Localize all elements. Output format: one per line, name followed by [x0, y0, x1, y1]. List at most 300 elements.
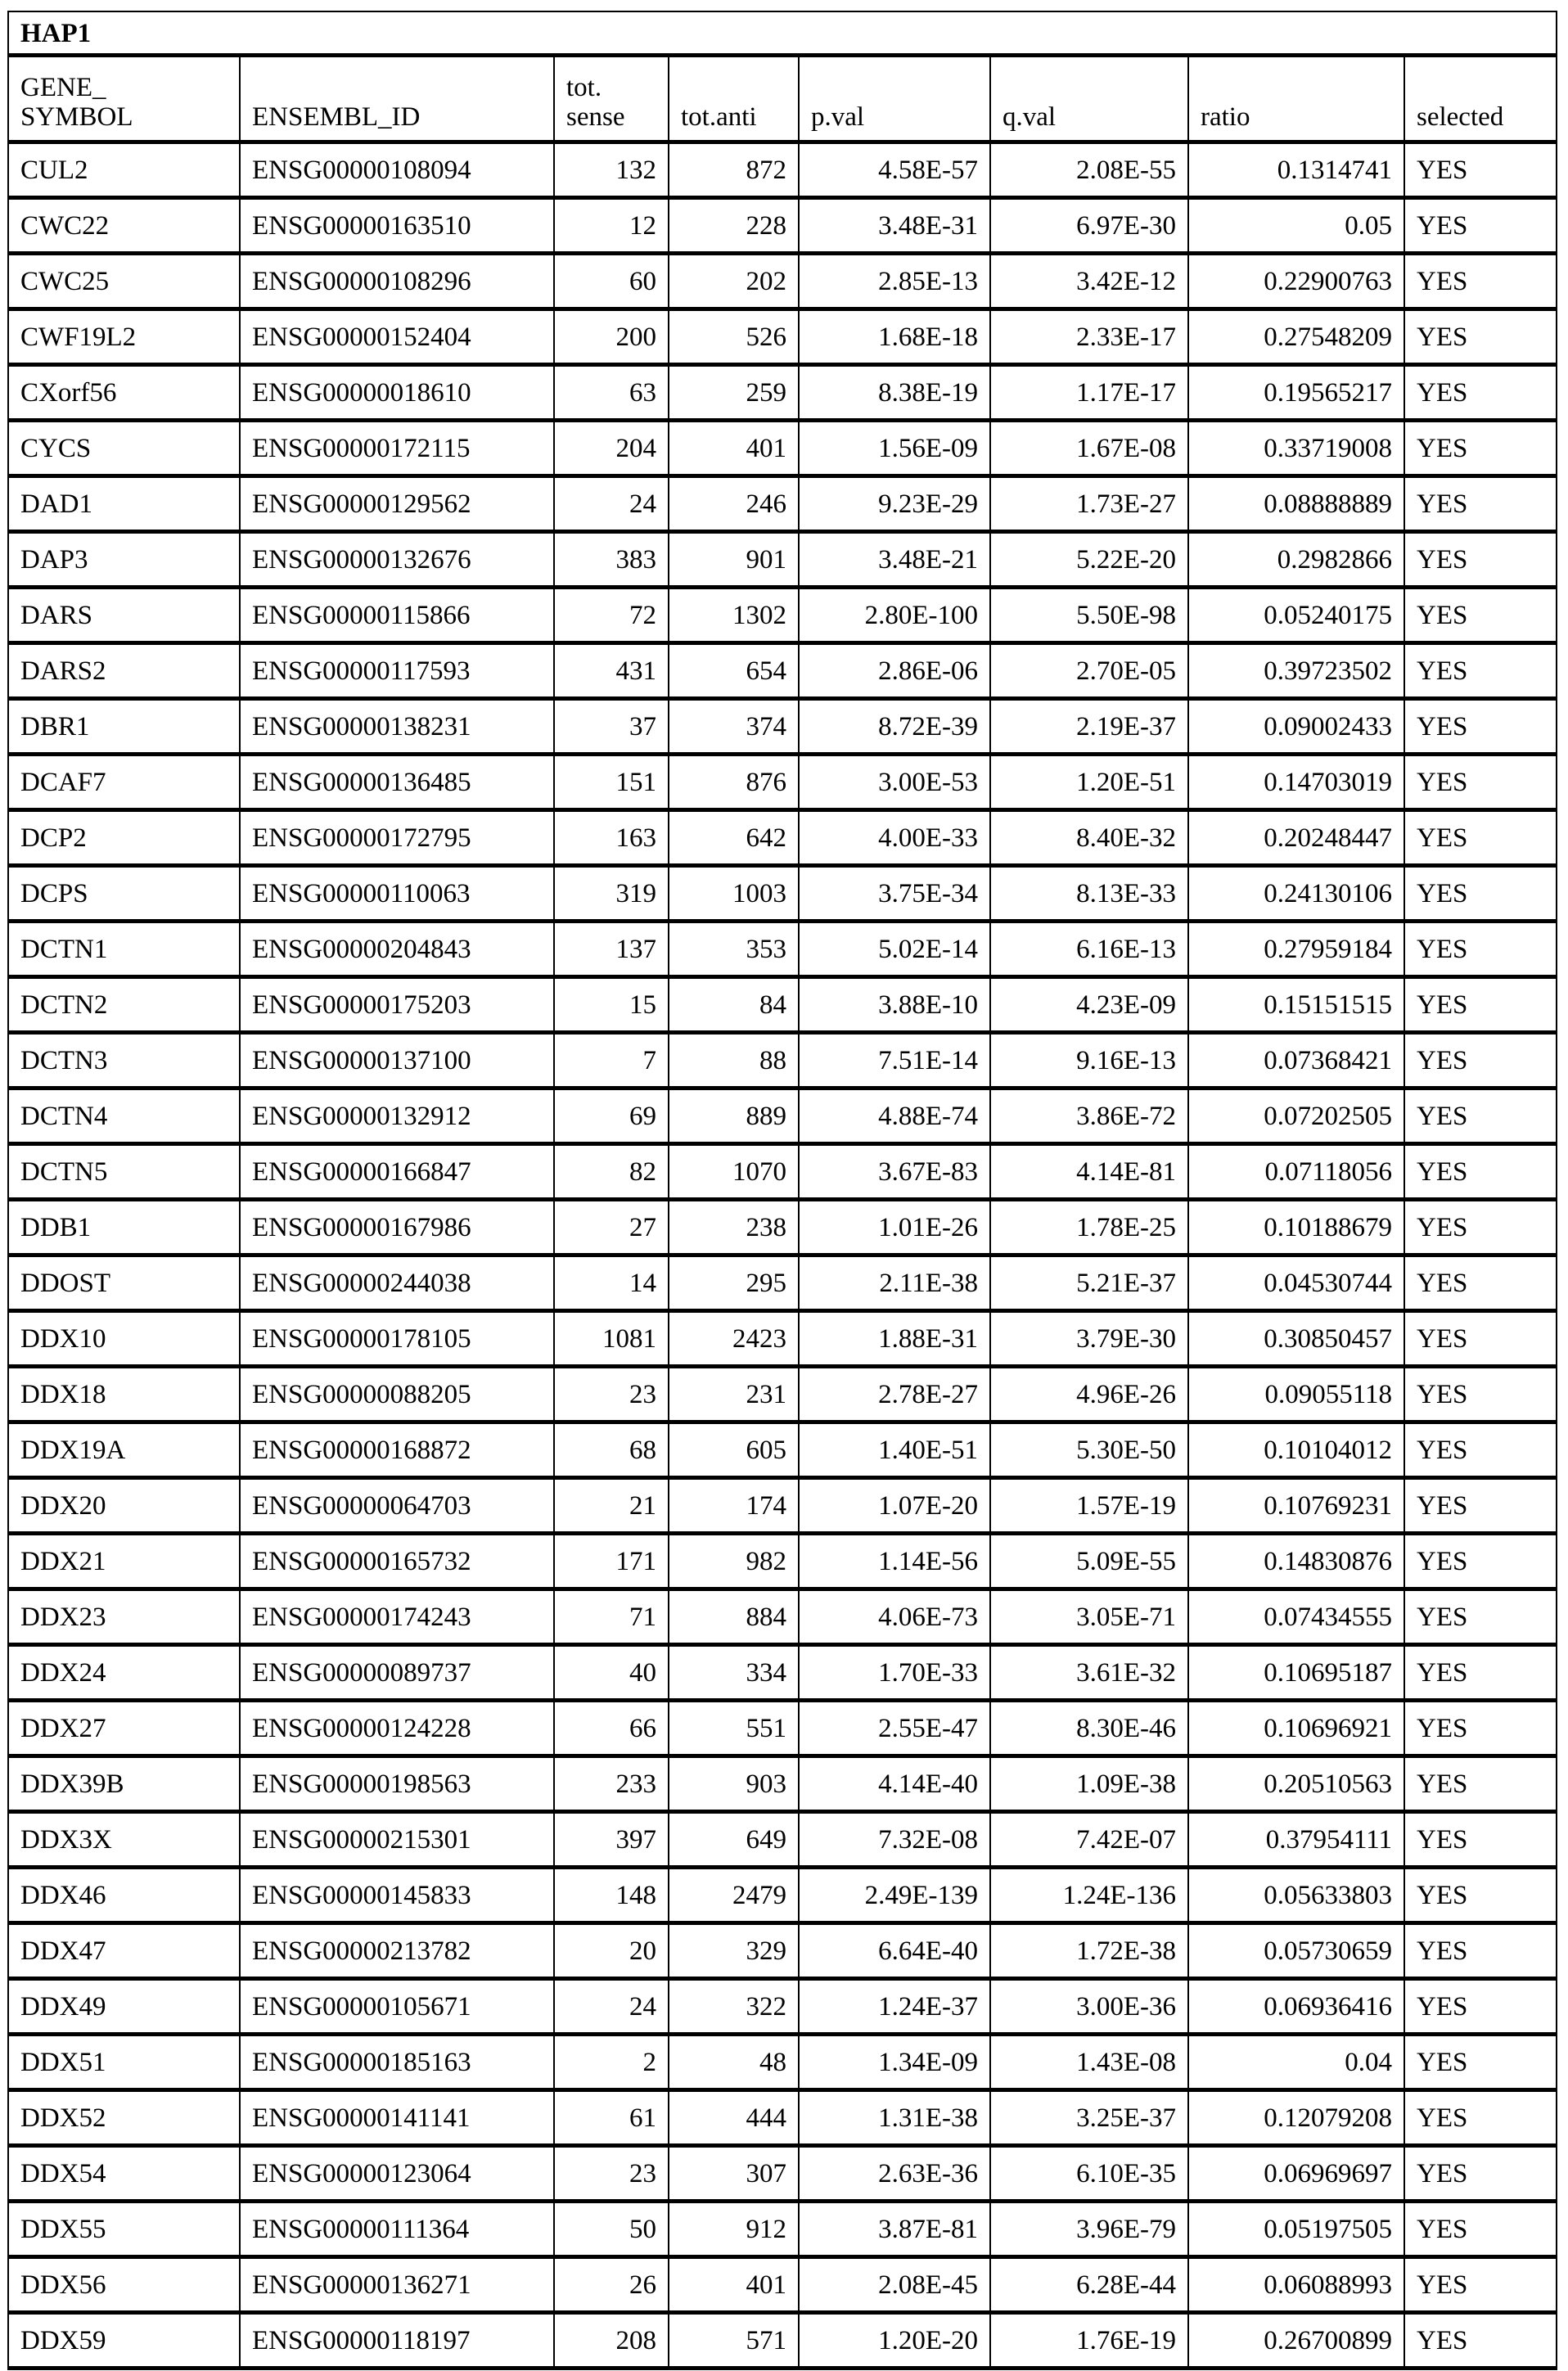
ensembl-id-cell: ENSG00000105671	[240, 1978, 554, 2034]
ratio-cell: 0.04	[1188, 2034, 1404, 2089]
gene-symbol-cell: DARS	[8, 587, 240, 642]
table-row	[8, 1032, 1557, 1088]
tot-anti-cell: 48	[669, 2034, 799, 2089]
p-val-cell: 2.78E-27	[799, 1366, 990, 1422]
tot-anti-cell: 401	[669, 420, 799, 476]
tot-anti-cell: 401	[669, 2256, 799, 2312]
tot-anti-cell: 526	[669, 309, 799, 364]
column-header-ratio: ratio	[1188, 55, 1404, 142]
ratio-cell: 0.05197505	[1188, 2201, 1404, 2256]
tot-anti-cell: 295	[669, 1255, 799, 1310]
tot-sense-cell: 2	[554, 2034, 669, 2089]
tot-anti-cell: 2479	[669, 1867, 799, 1922]
p-val-cell: 8.72E-39	[799, 698, 990, 754]
ensembl-id-cell: ENSG00000168872	[240, 1422, 554, 1477]
q-val-cell: 2.08E-55	[990, 142, 1188, 197]
table-row	[8, 921, 1557, 976]
selected-cell: YES	[1404, 1366, 1557, 1422]
selected-cell: YES	[1404, 1143, 1557, 1199]
ratio-cell: 0.15151515	[1188, 976, 1404, 1032]
p-val-cell: 1.56E-09	[799, 420, 990, 476]
ensembl-id-cell: ENSG00000244038	[240, 1255, 554, 1310]
tot-anti-cell: 884	[669, 1589, 799, 1644]
gene-symbol-cell: DDX20	[8, 1477, 240, 1533]
ratio-cell: 0.05730659	[1188, 1922, 1404, 1978]
table-row	[8, 1088, 1557, 1143]
ratio-cell: 0.30850457	[1188, 1310, 1404, 1366]
tot-sense-cell: 72	[554, 587, 669, 642]
table-row	[8, 1700, 1557, 1756]
ensembl-id-cell: ENSG00000064703	[240, 1477, 554, 1533]
table-row	[8, 1143, 1557, 1199]
selected-cell: YES	[1404, 364, 1557, 420]
tot-sense-cell: 82	[554, 1143, 669, 1199]
ensembl-id-cell: ENSG00000129562	[240, 476, 554, 531]
ensembl-id-cell: ENSG00000215301	[240, 1811, 554, 1867]
q-val-cell: 1.73E-27	[990, 476, 1188, 531]
selected-cell: YES	[1404, 1756, 1557, 1811]
gene-symbol-cell: DDB1	[8, 1199, 240, 1255]
ratio-cell: 0.20248447	[1188, 809, 1404, 865]
ensembl-id-cell: ENSG00000118197	[240, 2312, 554, 2368]
tot-anti-cell: 334	[669, 1644, 799, 1700]
tot-sense-cell: 12	[554, 197, 669, 253]
table-row	[8, 1255, 1557, 1310]
ensembl-id-cell: ENSG00000018610	[240, 364, 554, 420]
table-row	[8, 754, 1557, 809]
selected-cell: YES	[1404, 142, 1557, 197]
table-row	[8, 1867, 1557, 1922]
selected-cell: YES	[1404, 921, 1557, 976]
ensembl-id-cell: ENSG00000110063	[240, 865, 554, 921]
tot-sense-cell: 1081	[554, 1310, 669, 1366]
p-val-cell: 2.49E-139	[799, 1867, 990, 1922]
ensembl-id-cell: ENSG00000213782	[240, 1922, 554, 1978]
selected-cell: YES	[1404, 1310, 1557, 1366]
gene-symbol-cell: DCAF7	[8, 754, 240, 809]
ratio-cell: 0.07118056	[1188, 1143, 1404, 1199]
ensembl-id-cell: ENSG00000172115	[240, 420, 554, 476]
q-val-cell: 3.05E-71	[990, 1589, 1188, 1644]
p-val-cell: 2.80E-100	[799, 587, 990, 642]
ensembl-id-cell: ENSG00000132676	[240, 531, 554, 587]
selected-cell: YES	[1404, 1088, 1557, 1143]
ensembl-id-cell: ENSG00000172795	[240, 809, 554, 865]
gene-symbol-cell: CWC25	[8, 253, 240, 309]
tot-sense-cell: 132	[554, 142, 669, 197]
p-val-cell: 6.64E-40	[799, 1922, 990, 1978]
q-val-cell: 6.10E-35	[990, 2145, 1188, 2201]
table-row	[8, 531, 1557, 587]
tot-sense-cell: 27	[554, 1199, 669, 1255]
ratio-cell: 0.27548209	[1188, 309, 1404, 364]
table-row	[8, 1922, 1557, 1978]
table-body	[8, 142, 1557, 2368]
tot-sense-cell: 26	[554, 2256, 669, 2312]
selected-cell: YES	[1404, 1644, 1557, 1700]
selected-cell: YES	[1404, 1199, 1557, 1255]
gene-symbol-cell: DDX59	[8, 2312, 240, 2368]
q-val-cell: 5.50E-98	[990, 587, 1188, 642]
p-val-cell: 7.32E-08	[799, 1811, 990, 1867]
ratio-cell: 0.09002433	[1188, 698, 1404, 754]
tot-sense-cell: 148	[554, 1867, 669, 1922]
p-val-cell: 4.00E-33	[799, 809, 990, 865]
ensembl-id-cell: ENSG00000167986	[240, 1199, 554, 1255]
table-row	[8, 1199, 1557, 1255]
gene-symbol-cell: DAD1	[8, 476, 240, 531]
q-val-cell: 4.14E-81	[990, 1143, 1188, 1199]
ensembl-id-cell: ENSG00000138231	[240, 698, 554, 754]
gene-symbol-cell: DDX18	[8, 1366, 240, 1422]
selected-cell: YES	[1404, 1922, 1557, 1978]
ratio-cell: 0.1314741	[1188, 142, 1404, 197]
gene-symbol-cell: DDX47	[8, 1922, 240, 1978]
tot-anti-cell: 88	[669, 1032, 799, 1088]
gene-symbol-cell: DCPS	[8, 865, 240, 921]
p-val-cell: 4.58E-57	[799, 142, 990, 197]
gene-symbol-cell: DCTN5	[8, 1143, 240, 1199]
ensembl-id-cell: ENSG00000123064	[240, 2145, 554, 2201]
ratio-cell: 0.10104012	[1188, 1422, 1404, 1477]
tot-sense-cell: 24	[554, 476, 669, 531]
ensembl-id-cell: ENSG00000088205	[240, 1366, 554, 1422]
selected-cell: YES	[1404, 253, 1557, 309]
q-val-cell: 2.33E-17	[990, 309, 1188, 364]
tot-sense-cell: 69	[554, 1088, 669, 1143]
selected-cell: YES	[1404, 1255, 1557, 1310]
table-row	[8, 1533, 1557, 1589]
table-row	[8, 476, 1557, 531]
column-header-p-val: p.val	[799, 55, 990, 142]
q-val-cell: 1.72E-38	[990, 1922, 1188, 1978]
p-val-cell: 4.06E-73	[799, 1589, 990, 1644]
gene-table	[7, 11, 1557, 2370]
q-val-cell: 7.42E-07	[990, 1811, 1188, 1867]
ensembl-id-cell: ENSG00000163510	[240, 197, 554, 253]
ratio-cell: 0.06936416	[1188, 1978, 1404, 2034]
gene-symbol-cell: DDX54	[8, 2145, 240, 2201]
tot-sense-cell: 163	[554, 809, 669, 865]
ensembl-id-cell: ENSG00000178105	[240, 1310, 554, 1366]
p-val-cell: 7.51E-14	[799, 1032, 990, 1088]
ratio-cell: 0.33719008	[1188, 420, 1404, 476]
gene-symbol-cell: DDX27	[8, 1700, 240, 1756]
q-val-cell: 4.96E-26	[990, 1366, 1188, 1422]
selected-cell: YES	[1404, 865, 1557, 921]
p-val-cell: 2.85E-13	[799, 253, 990, 309]
column-header-selected: selected	[1404, 55, 1557, 142]
tot-anti-cell: 374	[669, 698, 799, 754]
q-val-cell: 5.21E-37	[990, 1255, 1188, 1310]
tot-sense-cell: 137	[554, 921, 669, 976]
tot-anti-cell: 322	[669, 1978, 799, 2034]
table-row	[8, 1978, 1557, 2034]
selected-cell: YES	[1404, 1422, 1557, 1477]
q-val-cell: 3.25E-37	[990, 2089, 1188, 2145]
ratio-cell: 0.10769231	[1188, 1477, 1404, 1533]
ensembl-id-cell: ENSG00000108296	[240, 253, 554, 309]
q-val-cell: 6.28E-44	[990, 2256, 1188, 2312]
ratio-cell: 0.05	[1188, 197, 1404, 253]
table-row	[8, 1477, 1557, 1533]
ratio-cell: 0.26700899	[1188, 2312, 1404, 2368]
q-val-cell: 5.30E-50	[990, 1422, 1188, 1477]
p-val-cell: 1.40E-51	[799, 1422, 990, 1477]
q-val-cell: 1.24E-136	[990, 1867, 1188, 1922]
ensembl-id-cell: ENSG00000185163	[240, 2034, 554, 2089]
selected-cell: YES	[1404, 1978, 1557, 2034]
gene-symbol-cell: DDX19A	[8, 1422, 240, 1477]
gene-symbol-cell: DDX52	[8, 2089, 240, 2145]
ratio-cell: 0.05240175	[1188, 587, 1404, 642]
gene-symbol-cell: DCTN2	[8, 976, 240, 1032]
tot-anti-cell: 872	[669, 142, 799, 197]
table-row	[8, 364, 1557, 420]
selected-cell: YES	[1404, 2312, 1557, 2368]
p-val-cell: 1.70E-33	[799, 1644, 990, 1700]
q-val-cell: 6.16E-13	[990, 921, 1188, 976]
gene-symbol-cell: DDX24	[8, 1644, 240, 1700]
table-row	[8, 1811, 1557, 1867]
tot-sense-cell: 23	[554, 2145, 669, 2201]
selected-cell: YES	[1404, 2256, 1557, 2312]
tot-sense-cell: 14	[554, 1255, 669, 1310]
p-val-cell: 3.75E-34	[799, 865, 990, 921]
tot-sense-cell: 63	[554, 364, 669, 420]
table-row	[8, 309, 1557, 364]
table-row	[8, 142, 1557, 197]
tot-sense-cell: 15	[554, 976, 669, 1032]
tot-sense-cell: 66	[554, 1700, 669, 1756]
tot-anti-cell: 649	[669, 1811, 799, 1867]
ratio-cell: 0.14703019	[1188, 754, 1404, 809]
tot-anti-cell: 2423	[669, 1310, 799, 1366]
ensembl-id-cell: ENSG00000204843	[240, 921, 554, 976]
selected-cell: YES	[1404, 642, 1557, 698]
gene-symbol-cell: DDX55	[8, 2201, 240, 2256]
ensembl-id-cell: ENSG00000089737	[240, 1644, 554, 1700]
p-val-cell: 4.88E-74	[799, 1088, 990, 1143]
ratio-cell: 0.06088993	[1188, 2256, 1404, 2312]
ratio-cell: 0.07202505	[1188, 1088, 1404, 1143]
ensembl-id-cell: ENSG00000124228	[240, 1700, 554, 1756]
tot-sense-cell: 50	[554, 2201, 669, 2256]
selected-cell: YES	[1404, 754, 1557, 809]
tot-anti-cell: 238	[669, 1199, 799, 1255]
q-val-cell: 9.16E-13	[990, 1032, 1188, 1088]
ensembl-id-cell: ENSG00000175203	[240, 976, 554, 1032]
ratio-cell: 0.05633803	[1188, 1867, 1404, 1922]
ratio-cell: 0.10188679	[1188, 1199, 1404, 1255]
q-val-cell: 1.78E-25	[990, 1199, 1188, 1255]
q-val-cell: 8.13E-33	[990, 865, 1188, 921]
tot-anti-cell: 1003	[669, 865, 799, 921]
table-row	[8, 976, 1557, 1032]
q-val-cell: 5.09E-55	[990, 1533, 1188, 1589]
ratio-cell: 0.14830876	[1188, 1533, 1404, 1589]
selected-cell: YES	[1404, 1032, 1557, 1088]
ensembl-id-cell: ENSG00000108094	[240, 142, 554, 197]
tot-sense-cell: 71	[554, 1589, 669, 1644]
ratio-cell: 0.12079208	[1188, 2089, 1404, 2145]
ensembl-id-cell: ENSG00000166847	[240, 1143, 554, 1199]
gene-symbol-cell: DCTN3	[8, 1032, 240, 1088]
p-val-cell: 3.88E-10	[799, 976, 990, 1032]
p-val-cell: 1.31E-38	[799, 2089, 990, 2145]
ensembl-id-cell: ENSG00000141141	[240, 2089, 554, 2145]
ratio-cell: 0.39723502	[1188, 642, 1404, 698]
p-val-cell: 1.01E-26	[799, 1199, 990, 1255]
tot-sense-cell: 68	[554, 1422, 669, 1477]
selected-cell: YES	[1404, 1477, 1557, 1533]
p-val-cell: 2.11E-38	[799, 1255, 990, 1310]
tot-anti-cell: 84	[669, 976, 799, 1032]
table-row	[8, 420, 1557, 476]
selected-cell: YES	[1404, 698, 1557, 754]
p-val-cell: 2.63E-36	[799, 2145, 990, 2201]
q-val-cell: 1.76E-19	[990, 2312, 1188, 2368]
tot-sense-cell: 40	[554, 1644, 669, 1700]
ratio-cell: 0.07368421	[1188, 1032, 1404, 1088]
p-val-cell: 1.68E-18	[799, 309, 990, 364]
tot-anti-cell: 1302	[669, 587, 799, 642]
p-val-cell: 2.55E-47	[799, 1700, 990, 1756]
p-val-cell: 1.20E-20	[799, 2312, 990, 2368]
tot-sense-cell: 431	[554, 642, 669, 698]
table-row	[8, 197, 1557, 253]
ratio-cell: 0.06969697	[1188, 2145, 1404, 2201]
ensembl-id-cell: ENSG00000111364	[240, 2201, 554, 2256]
q-val-cell: 1.09E-38	[990, 1756, 1188, 1811]
q-val-cell: 3.00E-36	[990, 1978, 1188, 2034]
table-row	[8, 2145, 1557, 2201]
p-val-cell: 8.38E-19	[799, 364, 990, 420]
q-val-cell: 1.43E-08	[990, 2034, 1188, 2089]
gene-symbol-cell: DDX23	[8, 1589, 240, 1644]
ensembl-id-cell: ENSG00000117593	[240, 642, 554, 698]
ensembl-id-cell: ENSG00000198563	[240, 1756, 554, 1811]
q-val-cell: 2.70E-05	[990, 642, 1188, 698]
tot-anti-cell: 228	[669, 197, 799, 253]
tot-sense-cell: 171	[554, 1533, 669, 1589]
table-row	[8, 2089, 1557, 2145]
gene-symbol-cell: DBR1	[8, 698, 240, 754]
q-val-cell: 5.22E-20	[990, 531, 1188, 587]
p-val-cell: 1.88E-31	[799, 1310, 990, 1366]
table-row	[8, 809, 1557, 865]
selected-cell: YES	[1404, 2089, 1557, 2145]
selected-cell: YES	[1404, 1533, 1557, 1589]
tot-sense-cell: 204	[554, 420, 669, 476]
tot-anti-cell: 353	[669, 921, 799, 976]
tot-anti-cell: 654	[669, 642, 799, 698]
q-val-cell: 1.20E-51	[990, 754, 1188, 809]
ratio-cell: 0.10695187	[1188, 1644, 1404, 1700]
ratio-cell: 0.27959184	[1188, 921, 1404, 976]
tot-anti-cell: 231	[669, 1366, 799, 1422]
p-val-cell: 2.08E-45	[799, 2256, 990, 2312]
gene-symbol-cell: DDX51	[8, 2034, 240, 2089]
selected-cell: YES	[1404, 476, 1557, 531]
gene-symbol-cell: CUL2	[8, 142, 240, 197]
table-row	[8, 865, 1557, 921]
q-val-cell: 1.57E-19	[990, 1477, 1188, 1533]
p-val-cell: 1.14E-56	[799, 1533, 990, 1589]
p-val-cell: 3.87E-81	[799, 2201, 990, 2256]
ensembl-id-cell: ENSG00000145833	[240, 1867, 554, 1922]
q-val-cell: 3.61E-32	[990, 1644, 1188, 1700]
table-row	[8, 642, 1557, 698]
selected-cell: YES	[1404, 1589, 1557, 1644]
tot-anti-cell: 912	[669, 2201, 799, 2256]
table-row	[8, 1589, 1557, 1644]
ratio-cell: 0.04530744	[1188, 1255, 1404, 1310]
table-row	[8, 1366, 1557, 1422]
gene-symbol-cell: DARS2	[8, 642, 240, 698]
column-header-gene-symbol: GENE_ SYMBOL	[8, 55, 240, 142]
selected-cell: YES	[1404, 1700, 1557, 1756]
q-val-cell: 1.67E-08	[990, 420, 1188, 476]
ensembl-id-cell: ENSG00000165732	[240, 1533, 554, 1589]
column-header-tot-anti: tot.anti	[669, 55, 799, 142]
ratio-cell: 0.09055118	[1188, 1366, 1404, 1422]
tot-sense-cell: 60	[554, 253, 669, 309]
tot-anti-cell: 1070	[669, 1143, 799, 1199]
table-row	[8, 1310, 1557, 1366]
gene-symbol-cell: DDX49	[8, 1978, 240, 2034]
p-val-cell: 1.34E-09	[799, 2034, 990, 2089]
gene-symbol-cell: DDX10	[8, 1310, 240, 1366]
ensembl-id-cell: ENSG00000136485	[240, 754, 554, 809]
ratio-cell: 0.22900763	[1188, 253, 1404, 309]
ensembl-id-cell: ENSG00000115866	[240, 587, 554, 642]
table-row	[8, 2256, 1557, 2312]
tot-anti-cell: 202	[669, 253, 799, 309]
ratio-cell: 0.10696921	[1188, 1700, 1404, 1756]
table-row	[8, 1422, 1557, 1477]
p-val-cell: 1.07E-20	[799, 1477, 990, 1533]
tot-sense-cell: 200	[554, 309, 669, 364]
selected-cell: YES	[1404, 531, 1557, 587]
p-val-cell: 1.24E-37	[799, 1978, 990, 2034]
selected-cell: YES	[1404, 2034, 1557, 2089]
ensembl-id-cell: ENSG00000174243	[240, 1589, 554, 1644]
table-row	[8, 587, 1557, 642]
q-val-cell: 3.42E-12	[990, 253, 1188, 309]
gene-symbol-cell: DAP3	[8, 531, 240, 587]
column-header-tot-sense: tot. sense	[554, 55, 669, 142]
gene-symbol-cell: DDX21	[8, 1533, 240, 1589]
tot-sense-cell: 208	[554, 2312, 669, 2368]
table-row	[8, 2034, 1557, 2089]
table-row	[8, 698, 1557, 754]
p-val-cell: 4.14E-40	[799, 1756, 990, 1811]
gene-symbol-cell: DDX39B	[8, 1756, 240, 1811]
tot-anti-cell: 876	[669, 754, 799, 809]
ratio-cell: 0.08888889	[1188, 476, 1404, 531]
table-title: HAP1	[8, 11, 1557, 55]
tot-sense-cell: 20	[554, 1922, 669, 1978]
tot-anti-cell: 259	[669, 364, 799, 420]
tot-sense-cell: 24	[554, 1978, 669, 2034]
selected-cell: YES	[1404, 1867, 1557, 1922]
table-row	[8, 2201, 1557, 2256]
column-header-ensembl-id: ENSEMBL_ID	[240, 55, 554, 142]
tot-anti-cell: 605	[669, 1422, 799, 1477]
selected-cell: YES	[1404, 809, 1557, 865]
q-val-cell: 8.30E-46	[990, 1700, 1188, 1756]
